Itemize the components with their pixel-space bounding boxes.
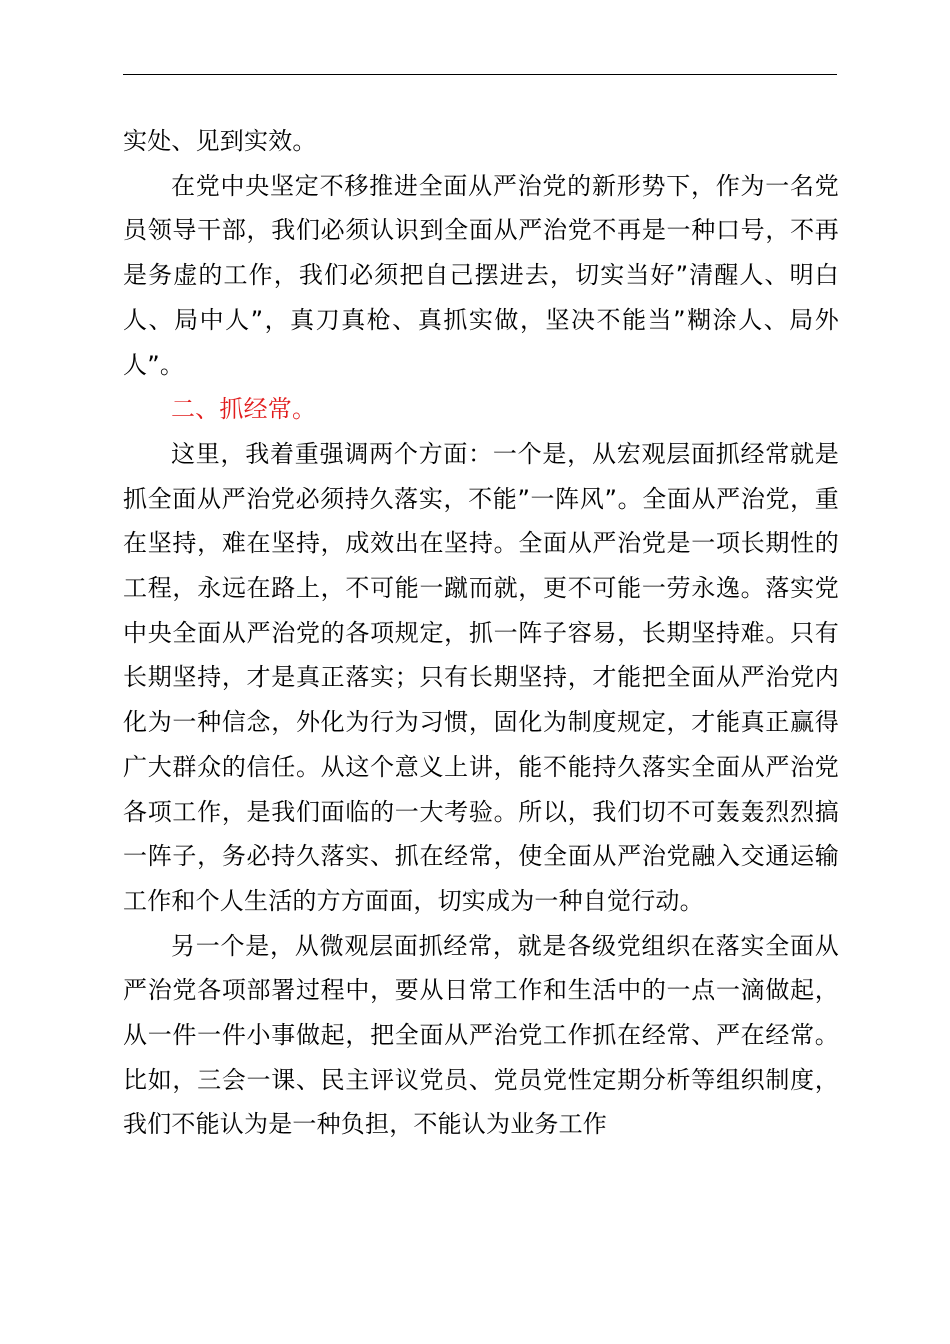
header-rule <box>123 74 837 75</box>
paragraph-micro-level: 另一个是，从微观层面抓经常，就是各级党组织在落实全面从严治党各项部署过程中，要从日常工作和生活中的一点一滴做起，从一件一件小事做起，把全面从严治党工作抓在经常、严在经常。比如，三会一课、民主评议党员、党员党性定期分析等组织制度，我们不能认为是一种负担，不能认为业务工作 <box>123 931 839 1139</box>
paragraph-continuation: 实处、见到实效。 <box>123 127 317 155</box>
paragraph-macro-level: 这里，我着重强调两个方面：一个是，从宏观层面抓经常就是抓全面从严治党必须持久落实，不能”一阵风”。全面从严治党，重在坚持，难在坚持，成效出在坚持。全面从严治党是一项长期性的工程，永远在路上，不可能一蹴而就，更不可能一劳永逸。落实党中央全面从严治党的各项规定，抓一阵子容易，长期坚持难。只有长期坚持，才是真正落实；只有长期坚持，才能把全面从严治党内化为一种信念，外化为行为习惯，固化为制度规定，才能真正赢得广大群众的信任。从这个意义上讲，能不能持久落实全面从严治党各项工作，是我们面临的一大考验。所以，我们切不可轰轰烈烈搞一阵子，务必持久落实、抓在经常，使全面从严治党融入交通运输工作和个人生活的方方面面，切实成为一种自觉行动。 <box>123 439 839 915</box>
paragraph-party-member-duty: 在党中央坚定不移推进全面从严治党的新形势下，作为一名党员领导干部，我们必须认识到全面从严治党不再是一种口号，不再是务虚的工作，我们必须把自己摆进去，切实当好”清醒人、明白人、局中人”，真刀真枪、真抓实做，坚决不能当”糊涂人、局外人”。 <box>123 171 839 379</box>
document-body <box>123 119 839 1147</box>
section-heading: 二、抓经常。 <box>171 395 317 424</box>
